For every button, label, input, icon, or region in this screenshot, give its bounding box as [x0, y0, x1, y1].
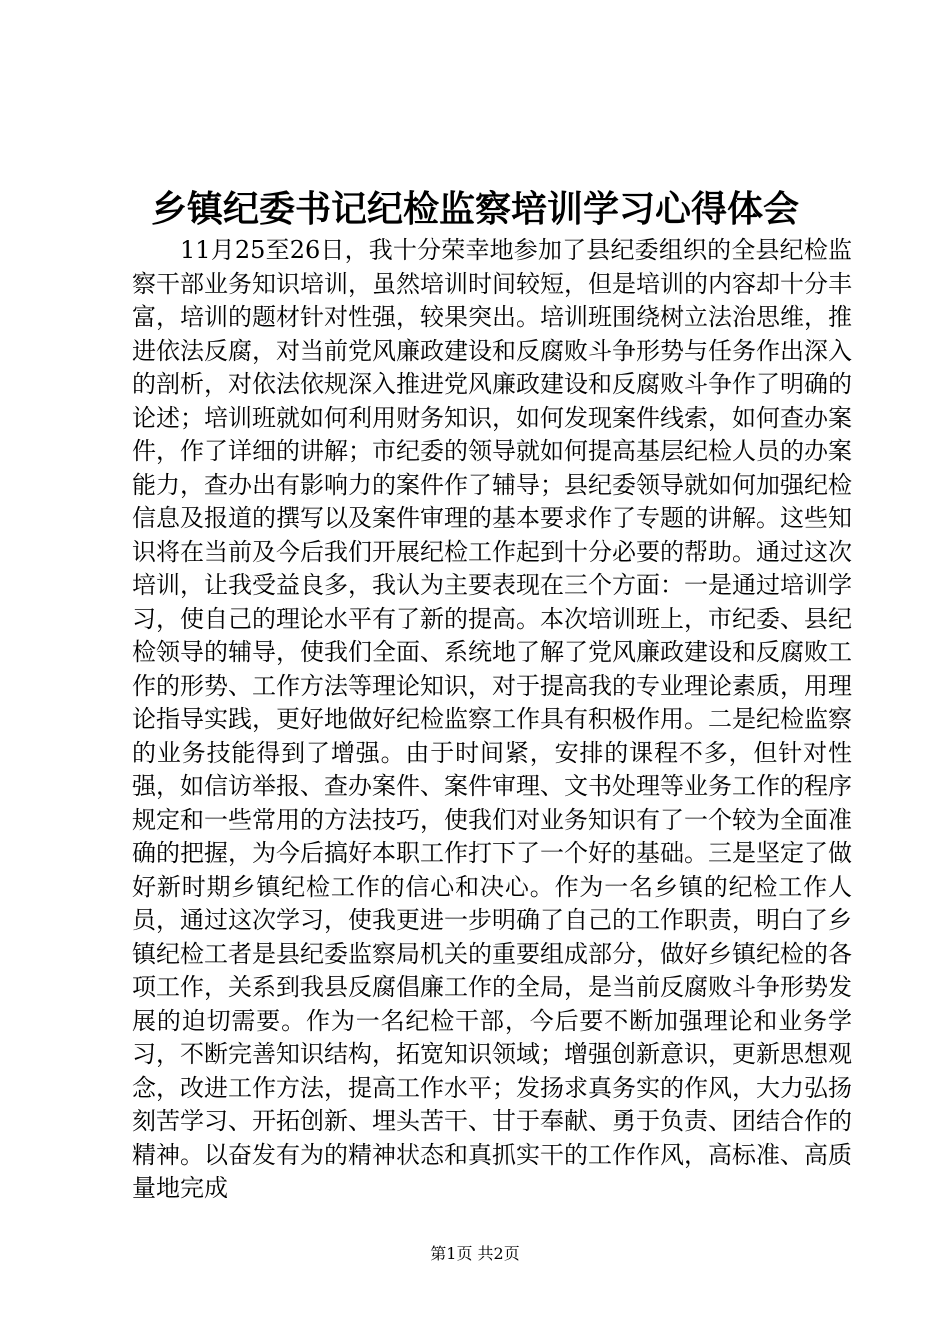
document-title: 乡镇纪委书记纪检监察培训学习心得体会: [150, 188, 799, 230]
document-body-paragraph: 11月25至26日，我十分荣幸地参加了县纪委组织的全县纪检监察干部业务知识培训，虽然培训时间较短，但是培训的内容却十分丰富，培训的题材针对性强，较果突出。培训班围绕树立法治思维，推进依法反腐，对当前党风廉政建设和反腐败斗争形势与任务作出深入的剖析，对依法依规深入推进党风廉政建设和反腐败斗争作了明确的论述；培训班就如何利用财务知识，如何发现案件线索，如何查办案件，作了详细的讲解；市纪委的领导就如何提高基层纪检人员的办案能力，查办出有影响力的案件作了辅导；县纪委领导就如何加强纪检信息及报道的撰写以及案件审理的基本要求作了专题的讲解。这些知识将在当前及今后我们开展纪检工作起到十分必要的帮助。通过这次培训，让我受益良多，我认为主要表现在三个方面：一是通过培训学习，使自己的理论水平有了新的提高。本次培训班上，市纪委、县纪检领导的辅导，使我们全面、系统地了解了党风廉政建设和反腐败工作的形势、工作方法等理论知识，对于提高我的专业理论素质，用理论指导实践，更好地做好纪检监察工作具有积极作用。二是纪检监察的业务技能得到了增强。由于时间紧，安排的课程不多，但针对性强，如信访举报、查办案件、案件审理、文书处理等业务工作的程序规定和一些常用的方法技巧，使我们对业务知识有了一个较为全面准确的把握，为今后搞好本职工作打下了一个好的基础。三是坚定了做好新时期乡镇纪检工作的信心和决心。作为一名乡镇的纪检工作人员，通过这次学习，使我更进一步明确了自己的工作职责，明白了乡镇纪检工者是县纪委监察局机关的重要组成部分，做好乡镇纪检的各项工作，关系到我县反腐倡廉工作的全局，是当前反腐败斗争形势发展的迫切需要。作为一名纪检干部，今后要不断加强理论和业务学习，不断完善知识结构，拓宽知识领域；增强创新意识，更新思想观念，改进工作方法，提高工作水平；发扬求真务实的作风，大力弘扬刻苦学习、开拓创新、埋头苦干、甘于奉献、勇于负责、团结合作的精神。以奋发有为的精神状态和真抓实干的工作作风，高标准、高质量地完成: [132, 236, 852, 1202]
page-number-footer: 第1页 共2页: [430, 1244, 520, 1263]
